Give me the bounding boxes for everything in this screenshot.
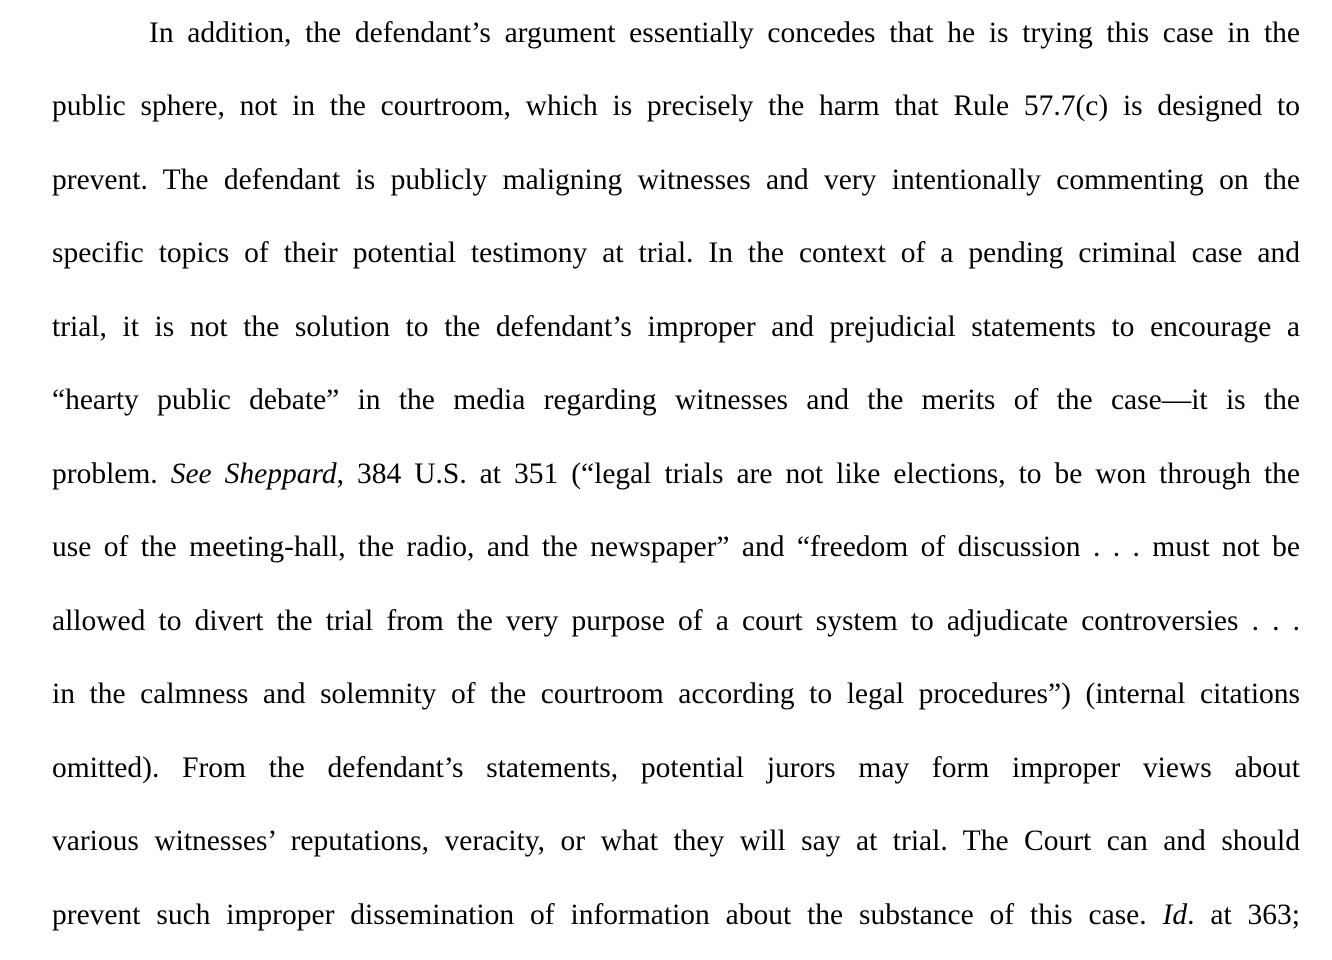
text-line-9: allowed to divert the trial from the very purpose of a court system to adjudicate controversies . . . — [52, 605, 1300, 637]
text-line-6: “hearty public debate” in the media regarding witnesses and the merits of the case—it is the — [52, 384, 1300, 416]
text-line-10: in the calmness and solemnity of the courtroom according to legal procedures”) (internal citations — [52, 678, 1300, 710]
text-line-12: various witnesses’ reputations, veracity, or what they will say at trial. The Court can and should — [52, 825, 1300, 857]
line-7-text-before: problem. — [52, 458, 171, 490]
text-line-5: trial, it is not the solution to the defendant’s improper and prejudicial statements to encourage a — [52, 311, 1300, 343]
citation-id: Id — [1162, 899, 1188, 931]
text-line-13 — [52, 895, 1300, 935]
line-13-text-after: . at 363; — [1187, 899, 1300, 931]
text-line-3: prevent. The defendant is publicly maligning witnesses and very intentionally commenting on the — [52, 164, 1300, 196]
citation-case-name: See Sheppard — [170, 458, 337, 490]
text-line-8: use of the meeting-hall, the radio, and the newspaper” and “freedom of discussion . . . must not be — [52, 531, 1300, 563]
text-line-7 — [52, 454, 1300, 494]
line-7-text-after: , 384 U.S. at 351 (“legal trials are not like elections, to be won through the — [336, 458, 1300, 490]
text-line-2: public sphere, not in the courtroom, which is precisely the harm that Rule 57.7(c) is designed to — [52, 90, 1300, 122]
line-13-text-before: prevent such improper dissemination of information about the substance of this case. — [52, 899, 1163, 931]
text-line-4: specific topics of their potential testimony at trial. In the context of a pending criminal case and — [52, 237, 1300, 269]
text-line-11: omitted). From the defendant’s statements, potential jurors may form improper views about — [52, 752, 1300, 784]
text-line-1: In addition, the defendant’s argument essentially concedes that he is trying this case in the — [149, 17, 1300, 49]
